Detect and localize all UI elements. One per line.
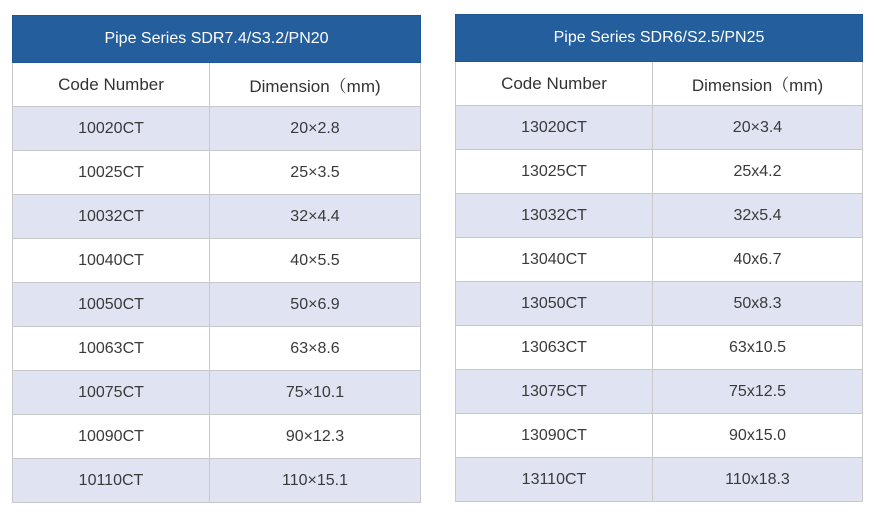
table-row: [456, 458, 863, 502]
table-row: [456, 238, 863, 282]
pipe-table-pn25: [455, 14, 863, 502]
code-cell: 13063CT: [456, 326, 653, 370]
code-cell: 10063CT: [13, 327, 210, 371]
dimension-cell: 20×2.8: [210, 107, 421, 151]
dimension-cell: 50x8.3: [653, 282, 863, 326]
code-cell: 13020CT: [456, 106, 653, 150]
table-row: [13, 415, 421, 459]
table-row: [13, 151, 421, 195]
dimension-cell: 25x4.2: [653, 150, 863, 194]
table-title: Pipe Series SDR7.4/S3.2/PN20: [13, 16, 421, 63]
table-row: [456, 282, 863, 326]
code-cell: 10040CT: [13, 239, 210, 283]
dimension-cell: 110×15.1: [210, 459, 421, 503]
code-cell: 10025CT: [13, 151, 210, 195]
column-header-code: Code Number: [13, 63, 210, 107]
code-cell: 13110CT: [456, 458, 653, 502]
dimension-cell: 63×8.6: [210, 327, 421, 371]
dimension-cell: 90×12.3: [210, 415, 421, 459]
column-header-dimension: Dimension（mm): [653, 62, 863, 106]
table-row: [13, 107, 421, 151]
code-cell: 10075CT: [13, 371, 210, 415]
table-row: [13, 459, 421, 503]
code-cell: 13075CT: [456, 370, 653, 414]
dimension-cell: 63x10.5: [653, 326, 863, 370]
table-row: [456, 106, 863, 150]
column-header-code: Code Number: [456, 62, 653, 106]
table-row: [456, 150, 863, 194]
code-cell: 10020CT: [13, 107, 210, 151]
dimension-cell: 110x18.3: [653, 458, 863, 502]
dimension-cell: 25×3.5: [210, 151, 421, 195]
column-header-dimension: Dimension（mm): [210, 63, 421, 107]
table-row: [456, 326, 863, 370]
code-cell: 10050CT: [13, 283, 210, 327]
dimension-cell: 50×6.9: [210, 283, 421, 327]
dimension-cell: 32×4.4: [210, 195, 421, 239]
table-row: [13, 371, 421, 415]
table-row: [13, 239, 421, 283]
table-title: Pipe Series SDR6/S2.5/PN25: [456, 15, 863, 62]
dimension-cell: 40x6.7: [653, 238, 863, 282]
code-cell: 10032CT: [13, 195, 210, 239]
dimension-cell: 40×5.5: [210, 239, 421, 283]
pipe-table-pn20: [12, 15, 421, 503]
code-cell: 10090CT: [13, 415, 210, 459]
dimension-cell: 90x15.0: [653, 414, 863, 458]
dimension-cell: 20×3.4: [653, 106, 863, 150]
dimension-cell: 75x12.5: [653, 370, 863, 414]
code-cell: 13025CT: [456, 150, 653, 194]
dimension-cell: 32x5.4: [653, 194, 863, 238]
code-cell: 10110CT: [13, 459, 210, 503]
table-row: [456, 194, 863, 238]
table-row: [456, 370, 863, 414]
dimension-cell: 75×10.1: [210, 371, 421, 415]
code-cell: 13050CT: [456, 282, 653, 326]
code-cell: 13090CT: [456, 414, 653, 458]
table-row: [13, 195, 421, 239]
table-row: [456, 414, 863, 458]
table-row: [13, 327, 421, 371]
code-cell: 13040CT: [456, 238, 653, 282]
code-cell: 13032CT: [456, 194, 653, 238]
table-row: [13, 283, 421, 327]
